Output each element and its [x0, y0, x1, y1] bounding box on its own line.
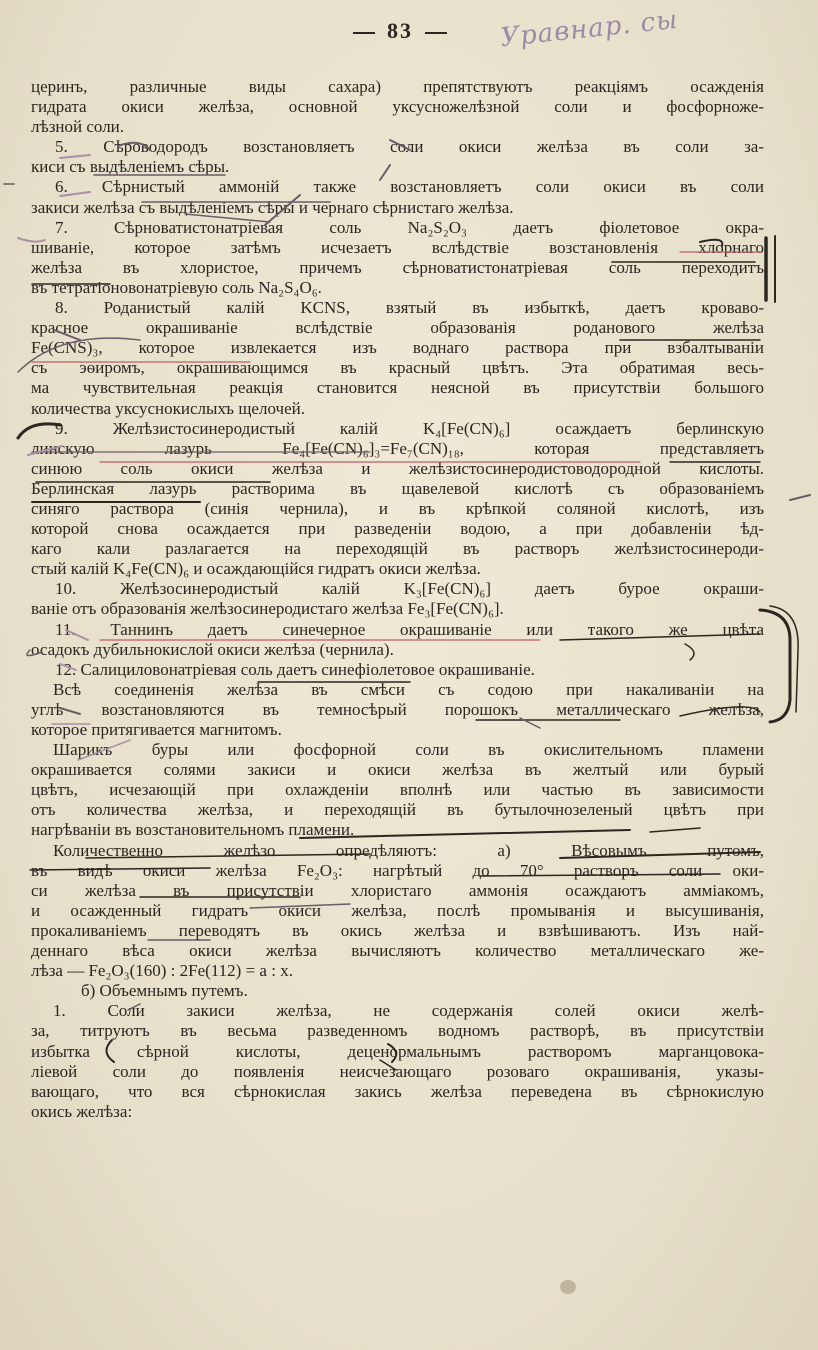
text-line: Шарикъ буры или фосфорной соли въ окислительномъ пламени: [53, 740, 764, 760]
text-line: линскую лазурь Fe₄[Fe(CN)₆]₃=Fe₇(CN)₁₈, которая представляетъ: [31, 438, 764, 458]
text-line: избытка сѣрной кислоты, деценормальнымъ растворомъ марганцовока-: [31, 1041, 764, 1061]
text-line: си желѣза въ присутствіи хлористаго аммонія осаждаютъ амміакомъ,: [31, 880, 764, 900]
text-line: которое притягивается магнитомъ.: [31, 720, 282, 739]
text-line: лѣза — Fe₂O₃(160) : 2Fe(112) = a : x.: [31, 961, 293, 981]
text-line: окись желѣза:: [31, 1101, 133, 1121]
text-line: стый калій K₄Fe(CN)₆ и осаждающійся гидратъ окиси желѣза.: [31, 559, 481, 579]
header-dash-right: [425, 32, 447, 34]
text-line: вающаго, что вся сѣрнокислая закись желѣза переведена въ сѣрнокислую: [31, 1081, 764, 1101]
pencil-mark: [760, 610, 790, 722]
page-stain: [560, 1280, 576, 1294]
text-line: 9. Желѣзистосинеродистый калій K₄[Fe(CN)₆] осаждаетъ берлинскую: [55, 418, 764, 438]
handwritten-note: Уравнар. сы: [498, 4, 680, 54]
text-line: количества уксуснокислыхъ щелочей.: [31, 398, 305, 418]
text-line: ма чувствительная реакція становится неясной въ присутствіи большого: [31, 378, 764, 398]
text-line: гидрата окиси желѣза, основной уксусножелѣзной соли и фосфорноже-: [31, 97, 764, 117]
page-header: [0, 4, 818, 54]
text-line: б) Объемнымъ путемъ.: [81, 981, 248, 1001]
text-line: шиваніе, которое затѣмъ исчезаетъ вслѣдствіе возстановленія хлорнаго: [31, 237, 764, 257]
text-line: отъ количества желѣза, и переходящій въ бутылочнозеленый цвѣтъ при: [31, 800, 764, 820]
text-line: въ видѣ окиси желѣза Fe₂O₃: нагрѣтый до 70° растворъ соли оки-: [31, 860, 764, 880]
text-line: углѣ возстановляются въ темносѣрый порошокъ металлическаго желѣза,: [31, 699, 764, 719]
text-line: Fe(CNS)₃, которое извлекается изъ воднаго раствора при взбалтываніи: [31, 338, 764, 358]
text-line: киси съ выдѣленіемъ сѣры.: [31, 157, 230, 177]
text-line: Всѣ соединенія желѣза въ смѣси съ содою при накаливаніи на: [53, 679, 764, 699]
text-line: осадокъ дубильнокислой окиси желѣза (чернила).: [31, 639, 394, 659]
text-line: 7. Сѣрноватистонатріевая соль Na₂S₂O₃ даетъ фіолетовое окра-: [55, 217, 764, 237]
text-line: закиси желѣза съ выдѣленіемъ сѣры и чернаго сѣрнистаго желѣза.: [31, 197, 514, 217]
text-line: красное окрашиваніе вслѣдствіе образованія роданового желѣза: [31, 318, 764, 338]
text-line: за, титруютъ въ весьма разведенномъ водномъ растворѣ, въ присутствіи: [31, 1021, 764, 1041]
header-dash-left: [353, 32, 375, 34]
text-line: въ тетратіоновонатріевую соль Na₂S₄O₆.: [31, 277, 322, 297]
text-line: синяго раствора (синія чернила), и въ крѣпкой соляной кислотѣ, изъ: [31, 498, 764, 518]
text-line: лѣзной соли.: [31, 117, 125, 137]
text-line: 11. Таннинъ даетъ синечерное окрашиваніе или такого же цвѣта: [55, 619, 764, 639]
text-line: 1. Соли закиси желѣза, не содержанія солей окиси желѣ-: [53, 1001, 764, 1021]
page-number: 83: [340, 18, 460, 44]
text-line: Количественно желѣзо опредѣляютъ: а) Вѣсовымъ путомъ,: [53, 840, 764, 860]
pencil-mark: [790, 495, 810, 500]
text-line: каго кали разлагается на переходящій въ растворъ желѣзистосинероди-: [31, 539, 764, 559]
text-line: желѣза въ хлористое, причемъ сѣрноватистонатріевая соль переходитъ: [31, 257, 764, 277]
page-text: [31, 77, 764, 1122]
text-line: ліевой соли до появленія неисчезающаго розоваго окрашиванія, указы-: [31, 1061, 764, 1081]
text-line: и осажденный гидратъ окиси желѣза, послѣ промыванія и высушиванія,: [31, 900, 764, 920]
text-line: съ эѳиромъ, окрашивающимся въ красный цвѣтъ. Эта обратимая весь-: [31, 358, 764, 378]
text-line: прокаливаніемъ переводятъ въ окись желѣза и взвѣшиваютъ. Изъ най-: [31, 920, 764, 940]
text-line: 8. Роданистый калій KCNS, взятый въ избыткѣ, даетъ кроваво-: [55, 298, 764, 318]
text-line: 10. Желѣзосинеродистый калій K₃[Fe(CN)₆] даетъ бурое окраши-: [55, 579, 764, 599]
text-line: 6. Сѣрнистый аммоній также возстановляетъ соли окиси въ соли: [55, 177, 764, 197]
text-line: ваніе отъ образованія желѣзосинеродистаго желѣза Fe₃[Fe(CN)₆].: [31, 599, 504, 619]
text-line: 12. Салициловонатріевая соль даетъ синефіолетовое окрашиваніе.: [55, 659, 535, 679]
text-line: деннаго вѣса окиси желѣза вычисляютъ количество металлическаго же-: [31, 941, 764, 961]
text-line: Берлинская лазурь растворима въ щавелевой кислотѣ съ образованіемъ: [31, 478, 764, 498]
text-line: церинъ, различные виды сахара) препятствуютъ реакціямъ осажденія: [31, 77, 764, 96]
text-line: окрашивается солями закиси и окиси желѣза въ желтый или бурый: [31, 760, 764, 780]
text-line: 5. Сѣроводородъ возстановляетъ соли окиси желѣза въ соли за-: [55, 137, 764, 157]
pencil-mark: [770, 606, 798, 712]
text-line: цвѣтъ, исчезающій при охлажденіи вполнѣ или частью въ зависимости: [31, 780, 764, 800]
text-line: нагрѣваніи въ возстановительномъ пламени.: [31, 820, 355, 840]
text-line: синюю соль окиси желѣза и желѣзистосинеродистоводородной кислоты.: [31, 458, 764, 478]
text-line: которой снова осаждается при разведеніи водою, а при добавленіи ѣд-: [31, 519, 764, 539]
